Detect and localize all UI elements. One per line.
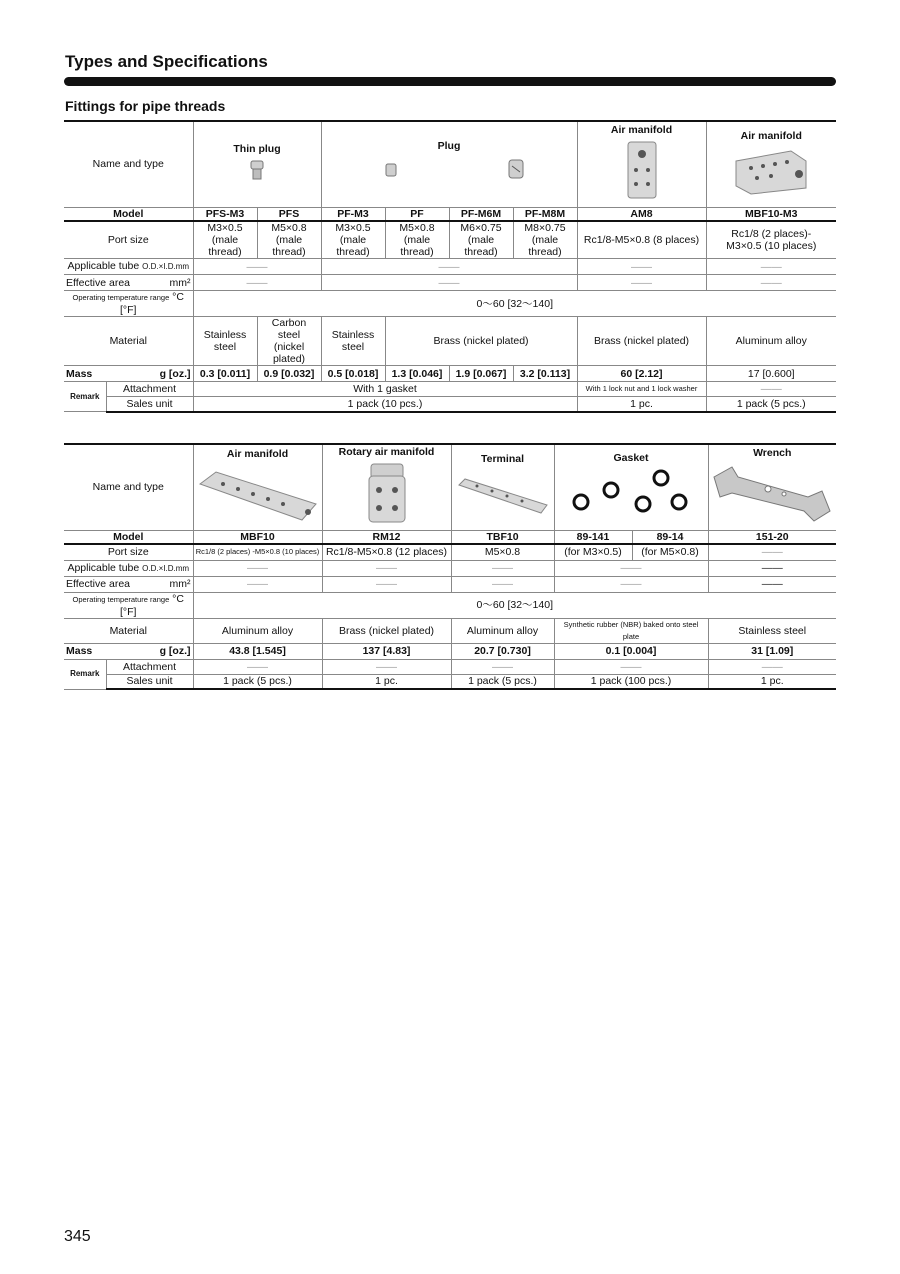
port-cell: M6×0.75 (male thread)	[449, 221, 513, 259]
port-cell: ——	[708, 544, 836, 560]
sales-unit-label: Sales unit	[106, 674, 193, 689]
material-cell: Stainless steel	[321, 317, 385, 366]
material-cell: Aluminum alloy	[193, 618, 322, 643]
sales-cell: 1 pack (5 pcs.)	[193, 674, 322, 689]
tube-cell: ——	[451, 560, 554, 576]
thin-plug-icon	[196, 159, 319, 186]
area-cell: ——	[193, 275, 321, 291]
attachment-cell: ——	[706, 382, 836, 397]
port-size-label: Port size	[64, 544, 193, 560]
attachment-cell: ——	[193, 659, 322, 674]
air-manifold-mbf10m3-icon	[709, 146, 835, 199]
port-cell: M3×0.5 (male thread)	[321, 221, 385, 259]
mass-cell: 17 [0.600]	[706, 366, 836, 382]
port-cell: Rc1/8 (2 places) -M5×0.8 (10 places)	[193, 544, 322, 560]
mass-cell: 0.3 [0.011]	[193, 366, 257, 382]
model-cell: PFS	[257, 207, 321, 221]
mass-cell: 0.9 [0.032]	[257, 366, 321, 382]
gasket-icon	[557, 468, 706, 523]
mass-label: Mass g [oz.]	[64, 366, 193, 382]
port-cell: Rc1/8-M5×0.8 (12 places)	[322, 544, 451, 560]
model-cell: MBF10-M3	[706, 207, 836, 221]
area-label: Effective area mm²	[64, 275, 193, 291]
attachment-label: Attachment	[106, 382, 193, 397]
material-cell: Aluminum alloy	[706, 317, 836, 366]
port-cell: M5×0.8 (male thread)	[385, 221, 449, 259]
header-gasket: Gasket	[554, 444, 708, 530]
port-size-label: Port size	[64, 221, 193, 259]
mass-cell: 1.9 [0.067]	[449, 366, 513, 382]
mass-cell: 20.7 [0.730]	[451, 643, 554, 659]
header-thin-plug: Thin plug	[193, 121, 321, 207]
port-cell: M3×0.5 (male thread)	[193, 221, 257, 259]
sales-cell: 1 pack (100 pcs.)	[554, 674, 708, 689]
attachment-cell: ——	[322, 659, 451, 674]
rotary-air-manifold-icon	[325, 462, 449, 529]
attachment-label: Attachment	[106, 659, 193, 674]
temp-cell: 0～60 [32～140]	[193, 592, 836, 618]
attachment-cell: ——	[554, 659, 708, 674]
material-cell: Brass (nickel plated)	[385, 317, 577, 366]
model-cell: PF-M3	[321, 207, 385, 221]
terminal-icon	[454, 469, 552, 522]
port-cell: Rc1/8-M5×0.8 (8 places)	[577, 221, 706, 259]
mass-cell: 137 [4.83]	[322, 643, 451, 659]
attachment-cell: ——	[451, 659, 554, 674]
header-plug: Plug	[321, 121, 577, 207]
header-rotary-air-manifold: Rotary air manifold	[322, 444, 451, 530]
attachment-cell: With 1 gasket	[193, 382, 577, 397]
attachment-cell: With 1 lock nut and 1 lock washer	[577, 382, 706, 397]
model-label: Model	[64, 207, 193, 221]
mass-cell: 0.1 [0.004]	[554, 643, 708, 659]
model-cell: 89-14	[632, 530, 708, 544]
port-cell: (for M5×0.8)	[632, 544, 708, 560]
temp-label: Operating temperature range °C [°F]	[64, 291, 193, 317]
material-cell: Synthetic rubber (NBR) baked onto steel plate	[554, 618, 708, 643]
section-title: Fittings for pipe threads	[65, 98, 226, 114]
page-number: 345	[64, 1228, 91, 1245]
sales-unit-label: Sales unit	[106, 397, 193, 412]
port-cell: M5×0.8 (male thread)	[257, 221, 321, 259]
temp-cell: 0～60 [32～140]	[193, 291, 836, 317]
model-cell: TBF10	[451, 530, 554, 544]
spec-table-1	[64, 120, 836, 413]
tube-cell: ——	[706, 259, 836, 275]
header-air-manifold-mbf10m3: Air manifold	[706, 121, 836, 207]
area-cell: ——	[577, 275, 706, 291]
tube-label: Applicable tube O.D.×I.D.mm	[64, 259, 193, 275]
sales-cell: 1 pc.	[708, 674, 836, 689]
material-cell: Stainless steel	[708, 618, 836, 643]
port-cell: M5×0.8	[451, 544, 554, 560]
header-terminal: Terminal	[451, 444, 554, 530]
area-cell: ——	[451, 576, 554, 592]
model-cell: AM8	[577, 207, 706, 221]
tube-cell: ——	[321, 259, 577, 275]
temp-label: Operating temperature range °C [°F]	[64, 592, 193, 618]
tube-cell: ——	[193, 560, 322, 576]
area-label: Effective area mm²	[64, 576, 193, 592]
mass-cell: 0.5 [0.018]	[321, 366, 385, 382]
material-label: Material	[64, 317, 193, 366]
header-wrench: Wrench	[708, 444, 836, 530]
header-air-manifold-mbf10: Air manifold	[193, 444, 322, 530]
material-cell: Brass (nickel plated)	[577, 317, 706, 366]
material-cell: Brass (nickel plated)	[322, 618, 451, 643]
header-air-manifold-am8: Air manifold	[577, 121, 706, 207]
air-manifold-mbf10-icon	[196, 464, 320, 527]
area-cell: ——	[321, 275, 577, 291]
mass-label: Mass g [oz.]	[64, 643, 193, 659]
area-cell: ——	[706, 275, 836, 291]
material-cell: Aluminum alloy	[451, 618, 554, 643]
sales-cell: 1 pack (5 pcs.)	[451, 674, 554, 689]
tube-cell: ——	[708, 560, 836, 576]
model-label: Model	[64, 530, 193, 544]
remark-label: Remark	[64, 659, 106, 689]
mass-cell: 1.3 [0.046]	[385, 366, 449, 382]
tube-cell: ——	[322, 560, 451, 576]
area-cell: ——	[322, 576, 451, 592]
model-cell: PF-M6M	[449, 207, 513, 221]
material-label: Material	[64, 618, 193, 643]
port-cell: (for M3×0.5)	[554, 544, 632, 560]
model-cell: PFS-M3	[193, 207, 257, 221]
model-cell: MBF10	[193, 530, 322, 544]
sales-cell: 1 pack (10 pcs.)	[193, 397, 577, 412]
name-type-label: Name and type	[64, 444, 193, 530]
model-cell: RM12	[322, 530, 451, 544]
air-manifold-am8-icon	[580, 140, 704, 205]
area-cell: ——	[554, 576, 708, 592]
attachment-cell: ——	[708, 659, 836, 674]
tube-cell: ——	[577, 259, 706, 275]
mass-cell: 60 [2.12]	[577, 366, 706, 382]
title-rule	[64, 77, 836, 86]
model-cell: PF	[385, 207, 449, 221]
plug-icons	[324, 156, 575, 189]
tube-label: Applicable tube O.D.×I.D.mm	[64, 560, 193, 576]
page-title: Types and Specifications	[65, 52, 268, 71]
model-cell: 151-20	[708, 530, 836, 544]
port-cell: Rc1/8 (2 places)- M3×0.5 (10 places)	[706, 221, 836, 259]
model-cell: 89-141	[554, 530, 632, 544]
mass-cell: 43.8 [1.545]	[193, 643, 322, 659]
name-type-label: Name and type	[64, 121, 193, 207]
tube-cell: ——	[554, 560, 708, 576]
tube-cell: ——	[193, 259, 321, 275]
area-cell: ——	[193, 576, 322, 592]
material-cell: Carbon steel (nickel plated)	[257, 317, 321, 366]
mass-cell: 3.2 [0.113]	[513, 366, 577, 382]
sales-cell: 1 pack (5 pcs.)	[706, 397, 836, 412]
remark-label: Remark	[64, 382, 106, 412]
sales-cell: 1 pc.	[577, 397, 706, 412]
model-cell: PF-M8M	[513, 207, 577, 221]
port-cell: M8×0.75 (male thread)	[513, 221, 577, 259]
mass-cell: 31 [1.09]	[708, 643, 836, 659]
wrench-icon	[711, 463, 835, 528]
spec-table-2	[64, 443, 836, 690]
area-cell: ——	[708, 576, 836, 592]
sales-cell: 1 pc.	[322, 674, 451, 689]
material-cell: Stainless steel	[193, 317, 257, 366]
